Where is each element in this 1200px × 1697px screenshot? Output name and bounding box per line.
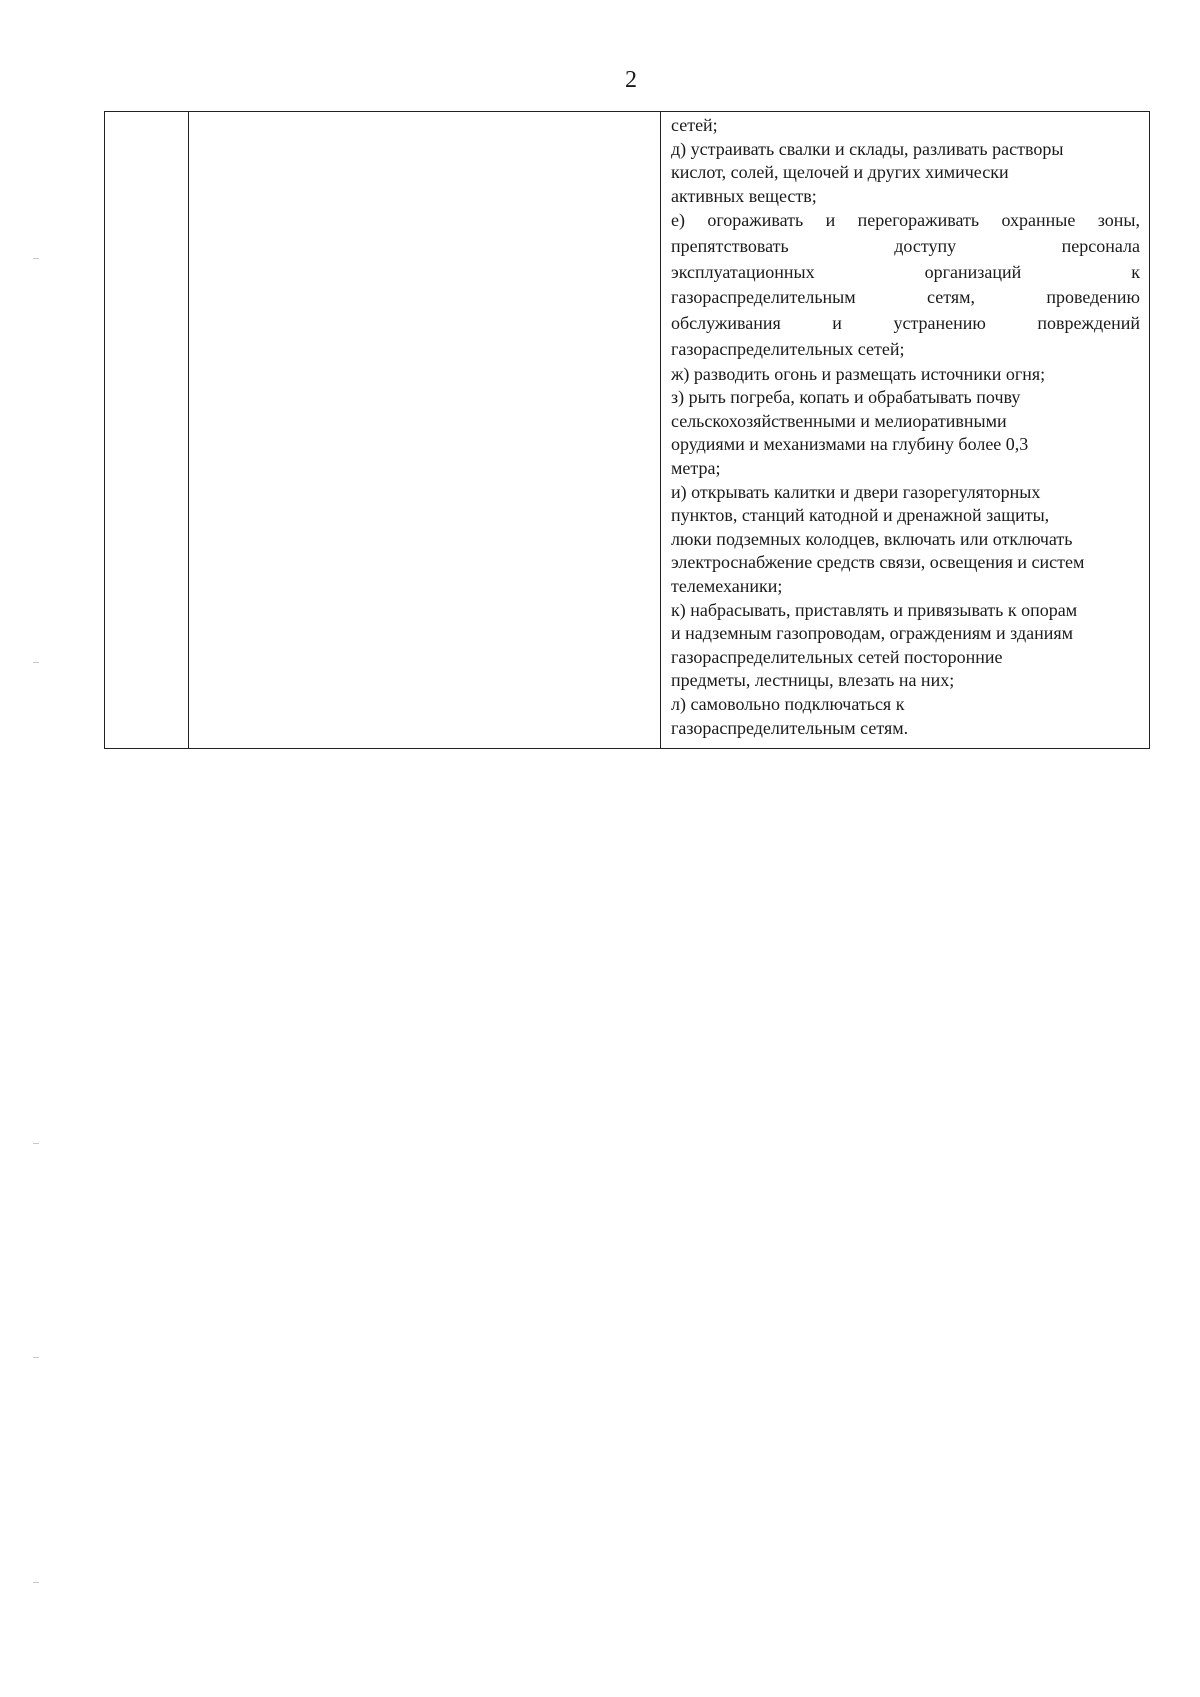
text-line: электроснабжение средств связи, освещения и систем	[671, 552, 1085, 573]
text-line: сетей;	[671, 115, 718, 135]
table-row	[105, 112, 1150, 749]
text-line: сельскохозяйственными и мелиоративными	[671, 410, 1007, 431]
page-number: 2	[625, 67, 637, 93]
scan-margin-mark	[33, 1357, 39, 1358]
text-line: метра;	[671, 457, 721, 478]
scan-margin-mark	[33, 662, 39, 663]
text-line: активных веществ;	[671, 185, 817, 206]
text-line: люки подземных колодцев, включать или отключать	[671, 528, 1073, 549]
text-line: газораспределительных сетей посторонние	[671, 646, 1003, 667]
text-line: обслуживания и устранению повреждений	[671, 313, 1140, 334]
text-line: и надземным газопроводам, ограждениям и зданиям	[671, 623, 1074, 644]
table-cell-object	[189, 112, 661, 749]
text-line: газораспределительным сетям, проведению	[671, 287, 1140, 308]
text-line: кислот, солей, щелочей и других химически	[671, 162, 1009, 183]
text-line: газораспределительным сетям.	[671, 717, 909, 738]
scan-margin-mark	[33, 1582, 39, 1583]
text-line: к) набрасывать, приставлять и привязывать к опорам	[671, 599, 1078, 620]
text-line: препятствовать доступу персонала	[671, 236, 1140, 257]
table-cell-restrictions	[661, 112, 1150, 749]
text-line: пунктов, станций катодной и дренажной защиты,	[671, 505, 1050, 526]
text-line: орудиями и механизмами на глубину более 0,3	[671, 434, 1029, 455]
text-line: з) рыть погреба, копать и обрабатывать почву	[671, 387, 1021, 408]
text-line: ж) разводить огонь и размещать источники огня;	[671, 363, 1046, 384]
text-line: предметы, лестницы, влезать на них;	[671, 670, 955, 691]
text-line: газораспределительных сетей;	[671, 338, 905, 359]
text-line: телемеханики;	[671, 575, 783, 596]
text-line: и) открывать калитки и двери газорегуляторных	[671, 481, 1041, 502]
table-cell-number	[105, 112, 189, 749]
text-line: д) устраивать свалки и склады, разливать растворы	[671, 138, 1064, 159]
document-table	[104, 111, 1150, 749]
scan-margin-mark	[33, 258, 39, 259]
text-line: л) самовольно подключаться к	[671, 693, 905, 714]
restrictions-text	[661, 112, 1149, 748]
text-line: эксплуатационных организаций к	[671, 261, 1140, 282]
scan-margin-mark	[33, 1143, 39, 1144]
text-line: е) огораживать и перегораживать охранные зоны,	[671, 210, 1140, 231]
